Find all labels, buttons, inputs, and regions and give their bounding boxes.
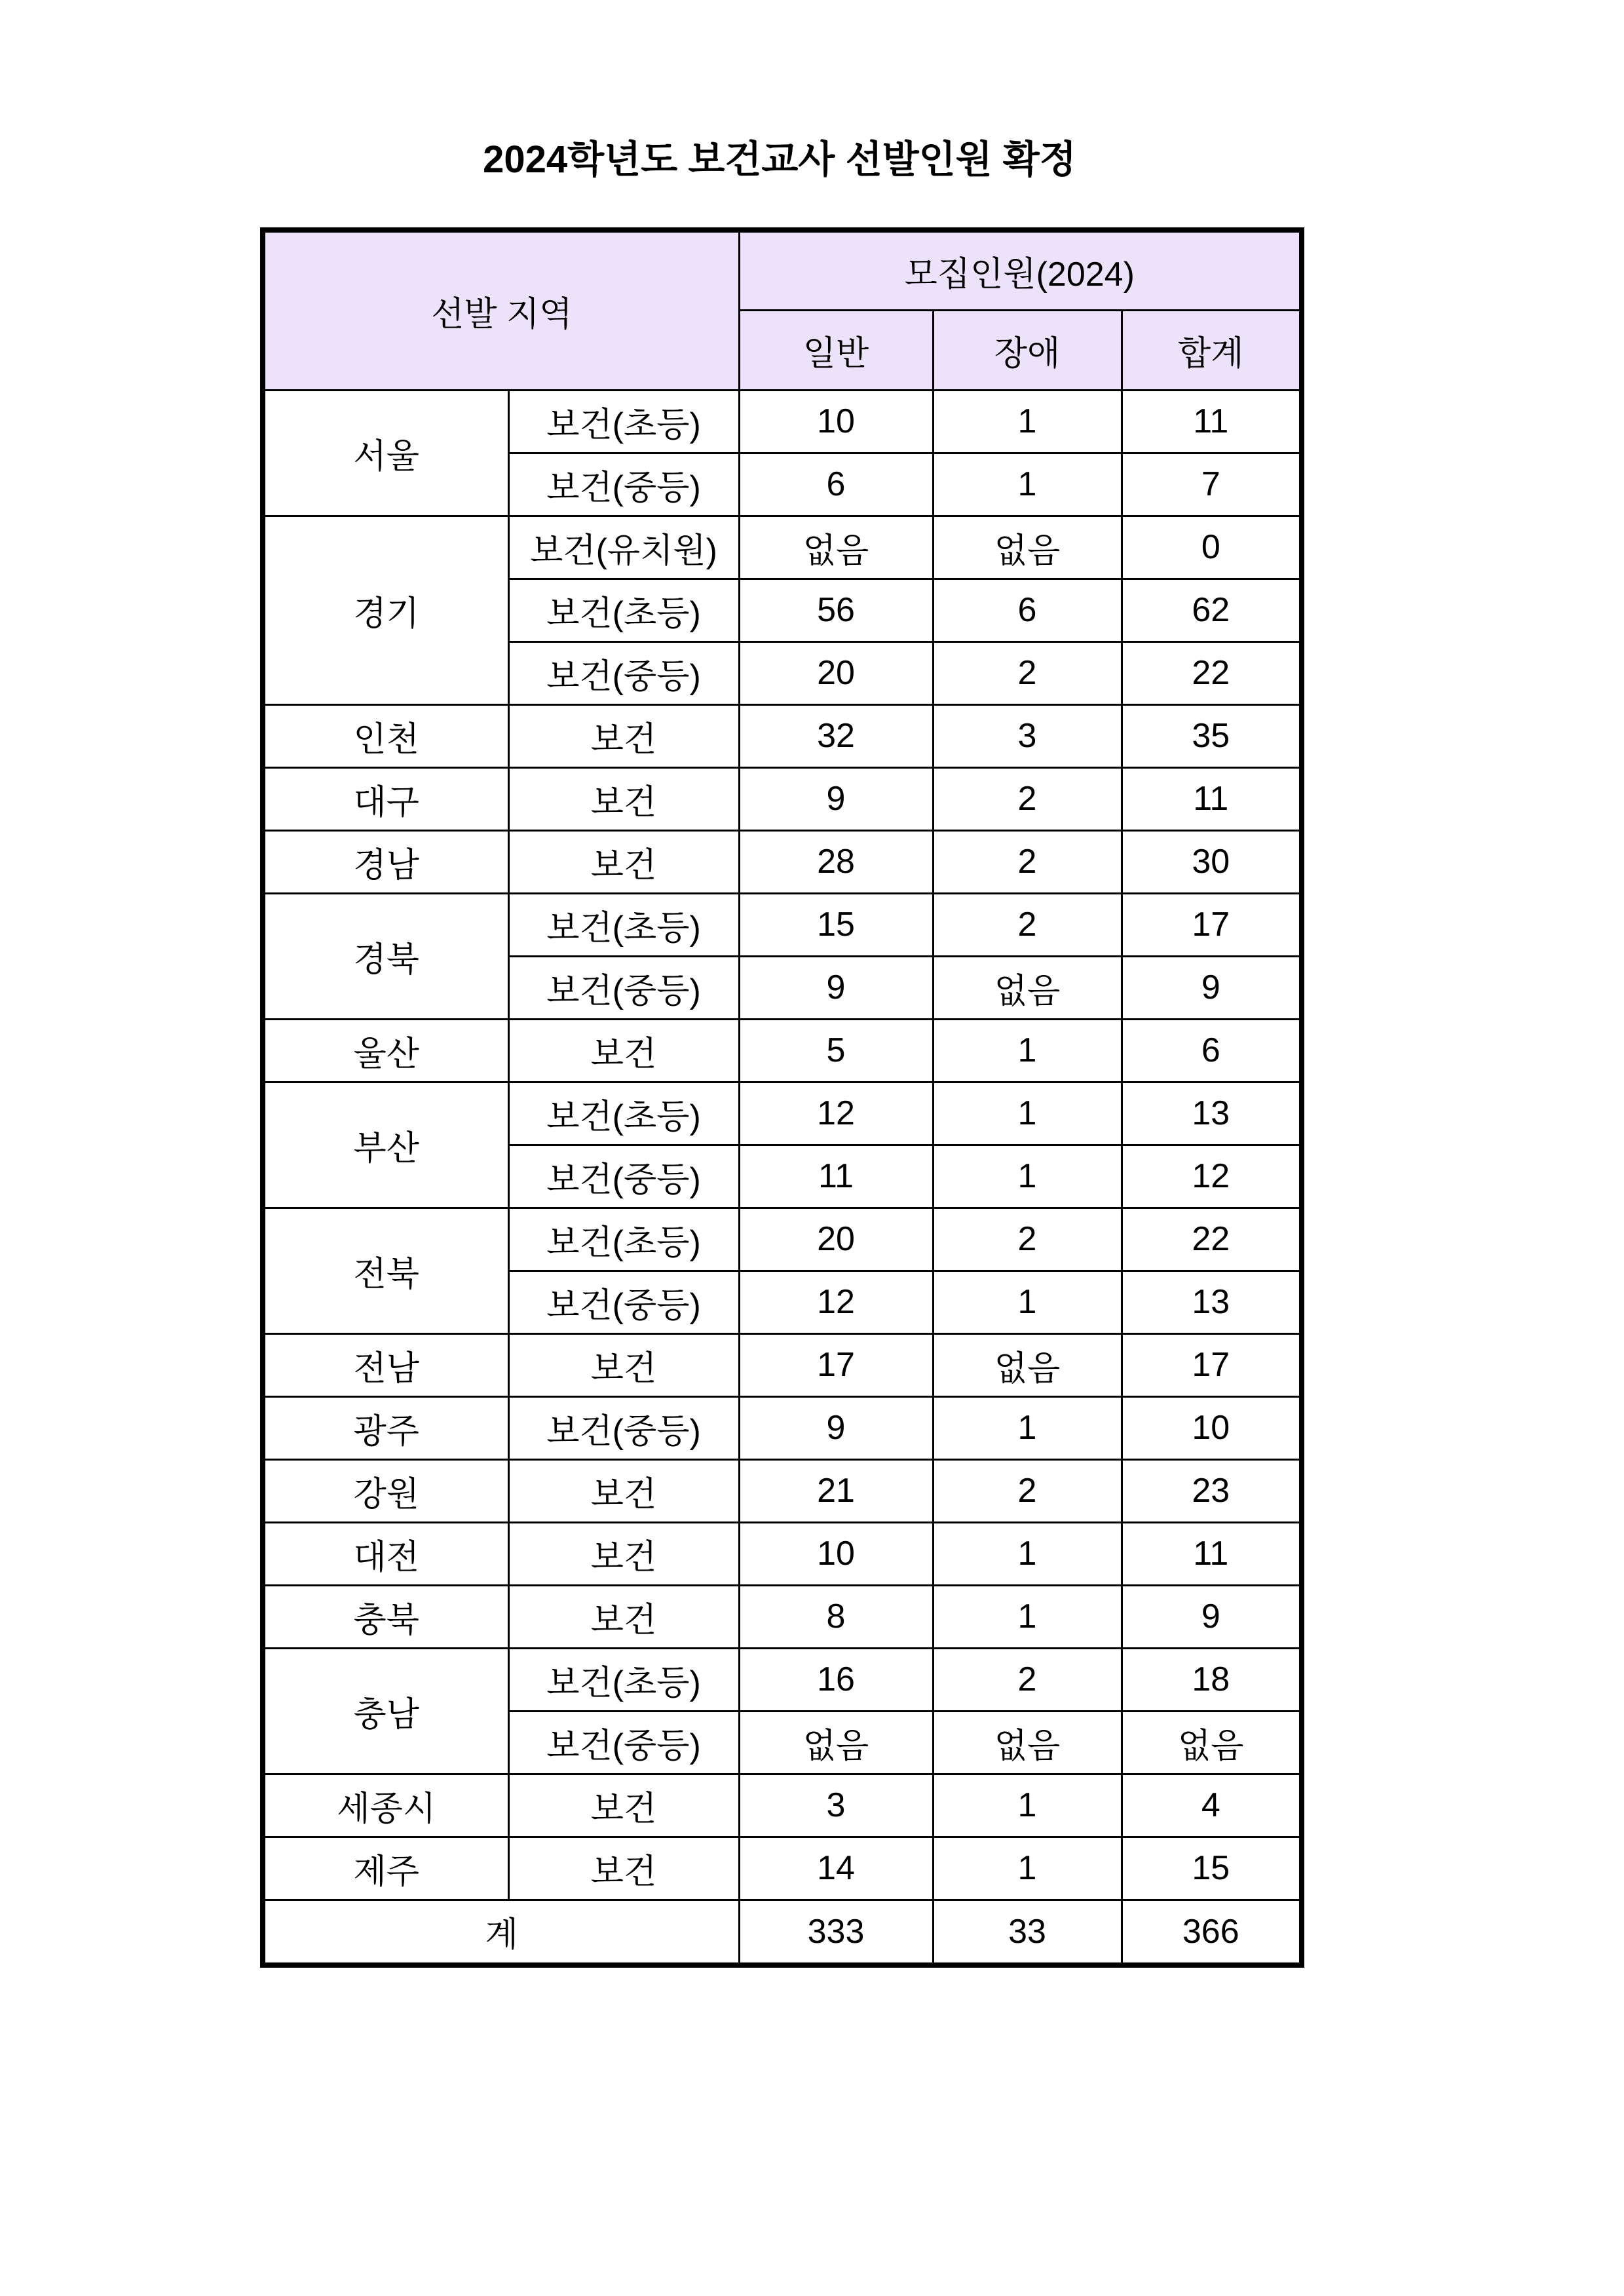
region-cell: 대구 <box>263 767 508 830</box>
value-disability-cell: 없음 <box>933 516 1122 579</box>
table-row <box>263 1082 1302 1145</box>
value-total-cell: 4 <box>1122 1774 1302 1837</box>
region-cell: 전남 <box>263 1333 508 1396</box>
header-col-general: 일반 <box>739 310 933 390</box>
value-general-cell: 21 <box>739 1459 933 1522</box>
subject-cell: 보건(초등) <box>508 390 739 453</box>
value-total-cell: 23 <box>1122 1459 1302 1522</box>
value-general-cell: 12 <box>739 1082 933 1145</box>
value-total-cell: 7 <box>1122 453 1302 516</box>
total-general-cell: 333 <box>739 1900 933 1965</box>
region-cell: 세종시 <box>263 1774 508 1837</box>
value-general-cell: 9 <box>739 767 933 830</box>
value-disability-cell: 6 <box>933 579 1122 641</box>
value-general-cell: 20 <box>739 641 933 704</box>
value-total-cell: 6 <box>1122 1019 1302 1082</box>
total-label-cell: 계 <box>263 1900 739 1965</box>
value-disability-cell: 1 <box>933 1271 1122 1333</box>
value-general-cell: 9 <box>739 1396 933 1459</box>
subject-cell: 보건(중등) <box>508 1396 739 1459</box>
value-general-cell: 10 <box>739 1522 933 1585</box>
region-cell: 인천 <box>263 704 508 767</box>
value-disability-cell: 1 <box>933 1837 1122 1900</box>
table-row <box>263 1208 1302 1271</box>
value-total-cell: 18 <box>1122 1648 1302 1711</box>
header-col-disability: 장애 <box>933 310 1122 390</box>
value-disability-cell: 1 <box>933 1396 1122 1459</box>
table-row <box>263 1648 1302 1711</box>
region-cell: 전북 <box>263 1208 508 1333</box>
table-row <box>263 1774 1302 1837</box>
value-general-cell: 12 <box>739 1271 933 1333</box>
subject-cell: 보건(초등) <box>508 893 739 956</box>
subject-cell: 보건(중등) <box>508 1711 739 1774</box>
table-row <box>263 704 1302 767</box>
value-general-cell: 없음 <box>739 516 933 579</box>
value-general-cell: 56 <box>739 579 933 641</box>
region-cell: 경기 <box>263 516 508 704</box>
value-general-cell: 20 <box>739 1208 933 1271</box>
value-disability-cell: 1 <box>933 1019 1122 1082</box>
region-cell: 대전 <box>263 1522 508 1585</box>
value-disability-cell: 1 <box>933 1585 1122 1648</box>
total-disability-cell: 33 <box>933 1900 1122 1965</box>
subject-cell: 보건(중등) <box>508 1145 739 1208</box>
table-row <box>263 1522 1302 1585</box>
value-disability-cell: 1 <box>933 1082 1122 1145</box>
value-general-cell: 15 <box>739 893 933 956</box>
region-cell: 제주 <box>263 1837 508 1900</box>
value-disability-cell: 2 <box>933 641 1122 704</box>
subject-cell: 보건(중등) <box>508 641 739 704</box>
value-total-cell: 62 <box>1122 579 1302 641</box>
subject-cell: 보건(중등) <box>508 1271 739 1333</box>
subject-cell: 보건 <box>508 1837 739 1900</box>
subject-cell: 보건(초등) <box>508 1648 739 1711</box>
value-general-cell: 17 <box>739 1333 933 1396</box>
value-general-cell: 3 <box>739 1774 933 1837</box>
value-disability-cell: 없음 <box>933 1333 1122 1396</box>
subject-cell: 보건 <box>508 1019 739 1082</box>
subject-cell: 보건 <box>508 1585 739 1648</box>
value-total-cell: 11 <box>1122 1522 1302 1585</box>
table-row <box>263 390 1302 453</box>
header-region-label: 선발 지역 <box>263 230 739 390</box>
subject-cell: 보건 <box>508 1522 739 1585</box>
selection-table <box>260 227 1304 1968</box>
region-cell: 부산 <box>263 1082 508 1208</box>
subject-cell: 보건(초등) <box>508 1208 739 1271</box>
value-total-cell: 17 <box>1122 893 1302 956</box>
total-row <box>263 1900 1302 1965</box>
value-general-cell: 6 <box>739 453 933 516</box>
table-row <box>263 1459 1302 1522</box>
page-title: 2024학년도 보건교사 선발인원 확정 <box>483 138 1076 181</box>
value-disability-cell: 2 <box>933 1648 1122 1711</box>
region-cell: 서울 <box>263 390 508 516</box>
value-total-cell: 35 <box>1122 704 1302 767</box>
value-disability-cell: 1 <box>933 1774 1122 1837</box>
value-disability-cell: 1 <box>933 1145 1122 1208</box>
table-row <box>263 1585 1302 1648</box>
subject-cell: 보건 <box>508 767 739 830</box>
table-row <box>263 1019 1302 1082</box>
value-total-cell: 30 <box>1122 830 1302 893</box>
header-recruit-label: 모집인원(2024) <box>739 230 1302 310</box>
subject-cell: 보건 <box>508 704 739 767</box>
value-general-cell: 16 <box>739 1648 933 1711</box>
subject-cell: 보건(초등) <box>508 579 739 641</box>
value-total-cell: 없음 <box>1122 1711 1302 1774</box>
table-row <box>263 1333 1302 1396</box>
region-cell: 강원 <box>263 1459 508 1522</box>
region-cell: 경남 <box>263 830 508 893</box>
table-row <box>263 830 1302 893</box>
value-total-cell: 15 <box>1122 1837 1302 1900</box>
value-total-cell: 11 <box>1122 390 1302 453</box>
subject-cell: 보건 <box>508 1459 739 1522</box>
table-row <box>263 767 1302 830</box>
value-disability-cell: 2 <box>933 1208 1122 1271</box>
region-cell: 충남 <box>263 1648 508 1774</box>
value-disability-cell: 없음 <box>933 956 1122 1019</box>
subject-cell: 보건(유치원) <box>508 516 739 579</box>
value-total-cell: 12 <box>1122 1145 1302 1208</box>
region-cell: 광주 <box>263 1396 508 1459</box>
value-total-cell: 11 <box>1122 767 1302 830</box>
value-general-cell: 32 <box>739 704 933 767</box>
value-total-cell: 22 <box>1122 641 1302 704</box>
value-total-cell: 9 <box>1122 956 1302 1019</box>
value-total-cell: 13 <box>1122 1271 1302 1333</box>
region-cell: 충북 <box>263 1585 508 1648</box>
table-row <box>263 893 1302 956</box>
table-row <box>263 516 1302 579</box>
value-disability-cell: 1 <box>933 390 1122 453</box>
value-general-cell: 5 <box>739 1019 933 1082</box>
value-total-cell: 9 <box>1122 1585 1302 1648</box>
value-total-cell: 17 <box>1122 1333 1302 1396</box>
region-cell: 경북 <box>263 893 508 1019</box>
value-disability-cell: 없음 <box>933 1711 1122 1774</box>
value-disability-cell: 2 <box>933 1459 1122 1522</box>
subject-cell: 보건 <box>508 830 739 893</box>
subject-cell: 보건(중등) <box>508 956 739 1019</box>
subject-cell: 보건(중등) <box>508 453 739 516</box>
value-disability-cell: 1 <box>933 1522 1122 1585</box>
value-total-cell: 13 <box>1122 1082 1302 1145</box>
value-general-cell: 9 <box>739 956 933 1019</box>
value-general-cell: 11 <box>739 1145 933 1208</box>
value-total-cell: 22 <box>1122 1208 1302 1271</box>
table-row <box>263 1396 1302 1459</box>
value-disability-cell: 2 <box>933 893 1122 956</box>
value-total-cell: 10 <box>1122 1396 1302 1459</box>
value-general-cell: 14 <box>739 1837 933 1900</box>
value-general-cell: 없음 <box>739 1711 933 1774</box>
value-general-cell: 8 <box>739 1585 933 1648</box>
region-cell: 울산 <box>263 1019 508 1082</box>
value-disability-cell: 2 <box>933 767 1122 830</box>
subject-cell: 보건 <box>508 1333 739 1396</box>
value-disability-cell: 2 <box>933 830 1122 893</box>
value-general-cell: 10 <box>739 390 933 453</box>
value-disability-cell: 3 <box>933 704 1122 767</box>
value-disability-cell: 1 <box>933 453 1122 516</box>
subject-cell: 보건(초등) <box>508 1082 739 1145</box>
header-col-total: 합계 <box>1122 310 1302 390</box>
table-row <box>263 1837 1302 1900</box>
value-general-cell: 28 <box>739 830 933 893</box>
value-total-cell: 0 <box>1122 516 1302 579</box>
subject-cell: 보건 <box>508 1774 739 1837</box>
total-total-cell: 366 <box>1122 1900 1302 1965</box>
